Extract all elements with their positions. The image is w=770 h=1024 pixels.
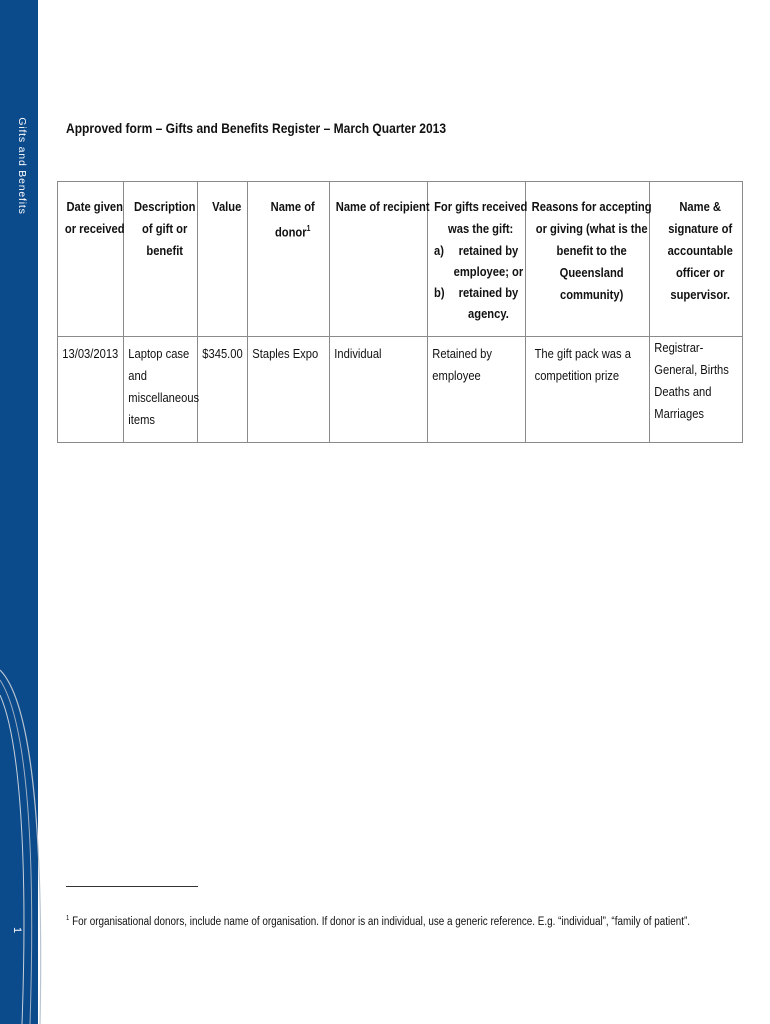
footnote-text: For organisational donors, include name of organisation. If donor is an individual, use a generic reference. E.g. “individual”, “family of patient”. xyxy=(72,915,691,928)
gift-status-question: For gifts received was the gift: xyxy=(434,199,528,236)
header-officer: Name & signature of accountable officer or supervisor. xyxy=(650,182,743,337)
cell-recipient: Individual xyxy=(330,337,428,443)
header-reasons: Reasons for accepting or giving (what is the benefit to the Queensland community) xyxy=(526,182,650,337)
page-title: Approved form – Gifts and Benefits Register – March Quarter 2013 xyxy=(66,120,447,136)
page-number: 1 xyxy=(11,926,24,934)
cell-officer: Registrar-General, Births Deaths and Marriages xyxy=(650,337,743,443)
table-header-row xyxy=(58,182,743,337)
gifts-register-table xyxy=(57,181,743,443)
option-a: a) retained by employee; or xyxy=(434,243,524,279)
cell-date: 13/03/2013 xyxy=(58,337,124,443)
cell-description: Laptop case and miscellaneous items xyxy=(124,337,198,443)
cell-reasons: The gift pack was a competition prize xyxy=(526,337,650,443)
option-b: b) retained by agency. xyxy=(434,285,519,321)
cell-donor: Staples Expo xyxy=(248,337,330,443)
header-value: Value xyxy=(198,182,248,337)
table-row xyxy=(58,337,743,443)
header-donor-label: Name of donor xyxy=(270,199,315,240)
footnote-ref: 1 xyxy=(306,224,311,233)
header-recipient: Name of recipient xyxy=(330,182,428,337)
header-gift-status xyxy=(428,182,526,337)
header-date: Date given or received xyxy=(58,182,124,337)
header-donor xyxy=(248,182,330,337)
header-description: Description of gift or benefit xyxy=(124,182,198,337)
gift-status-options xyxy=(432,240,529,324)
footnote xyxy=(66,915,690,928)
decorative-swoosh-icon xyxy=(0,640,60,1024)
footnote-number: 1 xyxy=(66,915,70,922)
footnote-separator xyxy=(66,886,198,887)
cell-value: $345.00 xyxy=(198,337,248,443)
sidebar-section-label: Gifts and Benefits xyxy=(16,117,28,215)
cell-gift-status: Retained by employee xyxy=(428,337,526,443)
